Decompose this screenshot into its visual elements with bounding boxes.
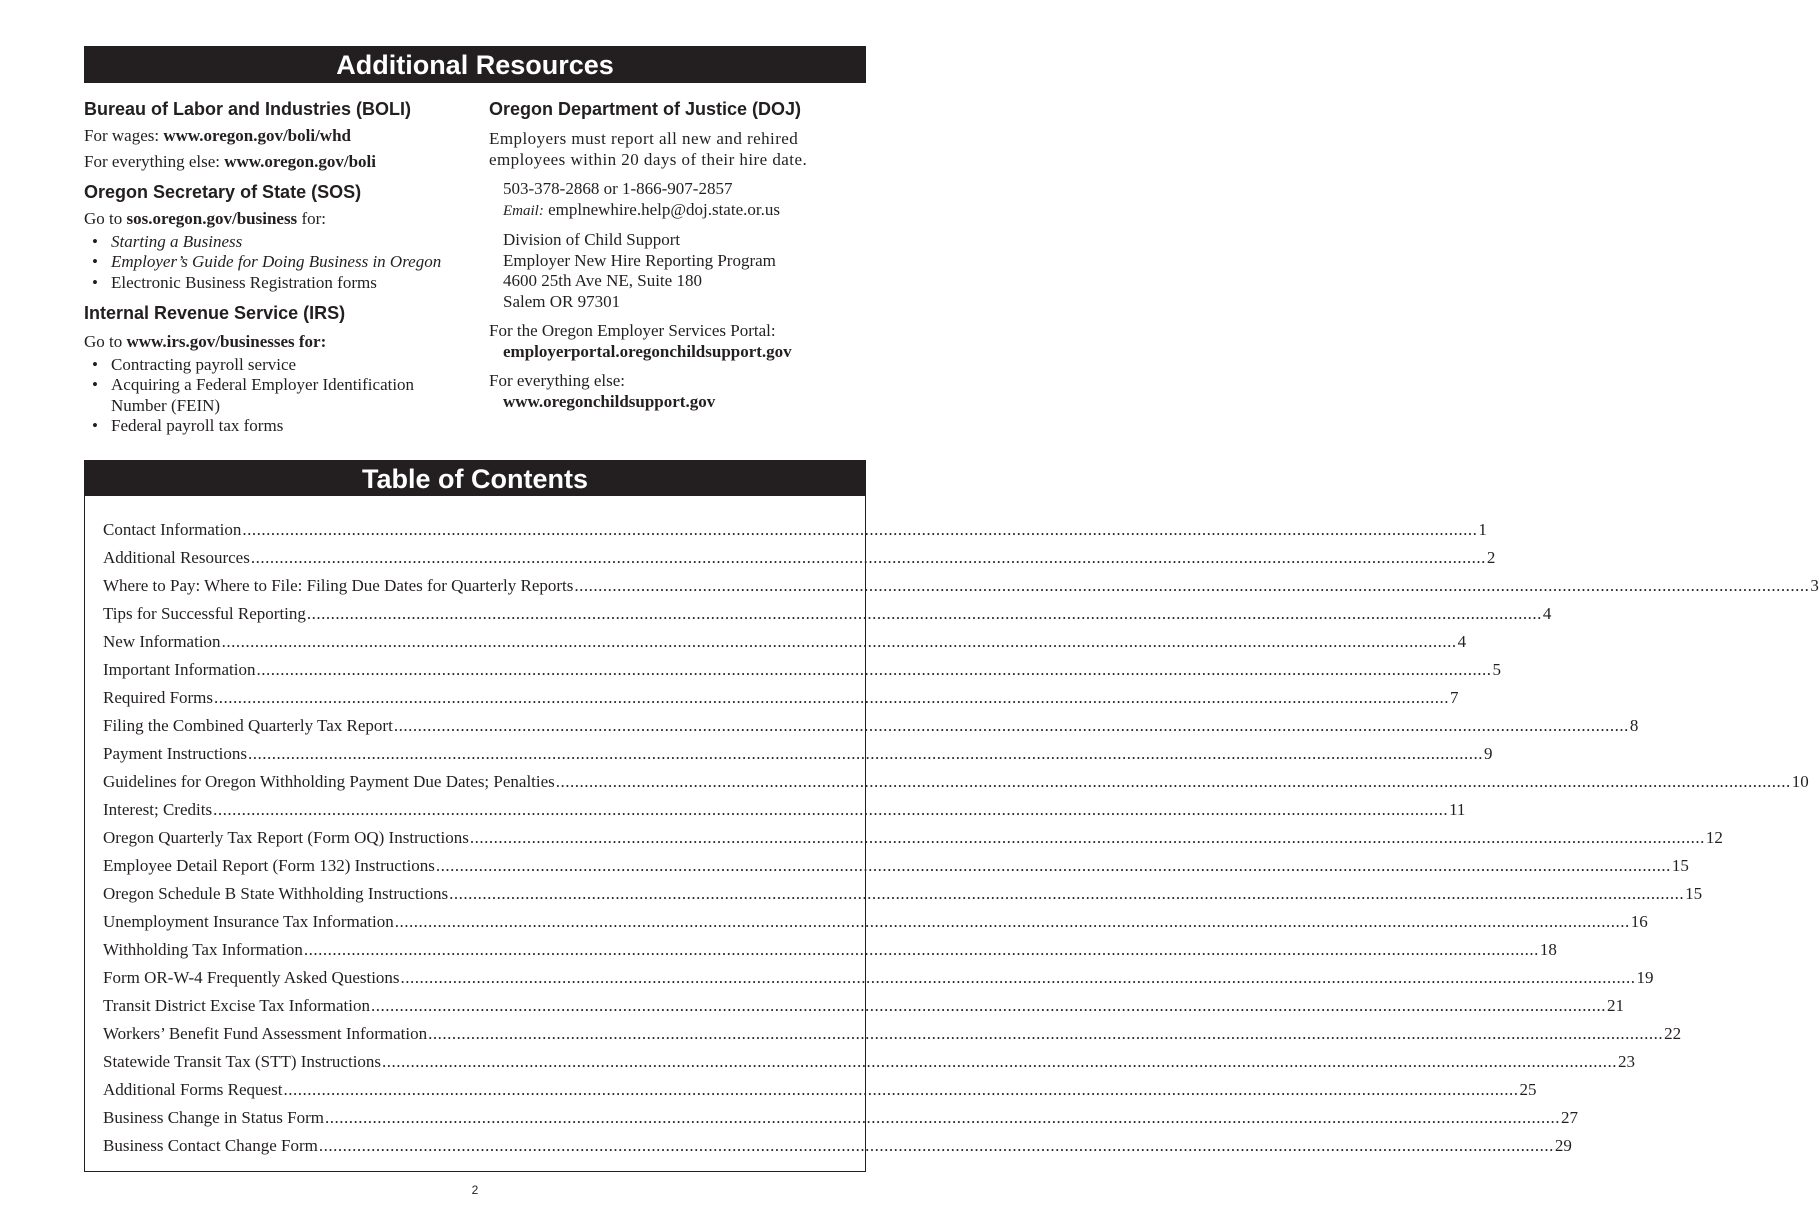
portal-label: For the Oregon Employer Services Portal: bbox=[489, 321, 776, 340]
toc-entry-page: 4 bbox=[1457, 632, 1467, 651]
toc-entry-title: Oregon Schedule B State Withholding Instructions bbox=[103, 884, 449, 903]
toc-entry bbox=[103, 992, 1624, 1020]
toc-entry bbox=[103, 908, 1648, 936]
toc-entry bbox=[103, 964, 1654, 992]
irs-url: www.irs.gov/businesses for: bbox=[126, 332, 327, 351]
toc-entry-title: Oregon Quarterly Tax Report (Form OQ) Instructions bbox=[103, 828, 469, 847]
toc-entry-page: 22 bbox=[1664, 1024, 1682, 1043]
toc-entry-title: Unemployment Insurance Tax Information bbox=[103, 912, 394, 931]
toc-leader-dots: .................................................................................................................................................................................................................................................................... bbox=[469, 828, 1705, 847]
toc-entry-title: Form OR-W-4 Frequently Asked Questions bbox=[103, 968, 400, 987]
list-item: • Employer’s Guide for Doing Business in Oregon bbox=[84, 252, 470, 273]
toc-leader-dots: .................................................................................................................................................................................................................................................................... bbox=[555, 772, 1791, 791]
boli-heading: Bureau of Labor and Industries (BOLI) bbox=[84, 99, 412, 119]
toc-entry-title: Filing the Combined Quarterly Tax Report bbox=[103, 716, 393, 735]
resources-left-column bbox=[84, 98, 470, 446]
boli-wages-line: For wages: www.oregon.gov/boli/whd bbox=[84, 126, 351, 145]
toc-entry-title: Statewide Transit Tax (STT) Instructions bbox=[103, 1052, 382, 1071]
list-item: • Acquiring a Federal Employer Identification Number (FEIN) bbox=[84, 375, 470, 416]
toc-entry-page: 8 bbox=[1629, 716, 1639, 735]
toc-entry-title: Required Forms bbox=[103, 688, 214, 707]
doj-contact bbox=[489, 179, 869, 221]
toc-entry bbox=[103, 852, 1689, 880]
list-item: • Contracting payroll service bbox=[84, 355, 470, 376]
toc-entry-page: 10 bbox=[1791, 772, 1809, 791]
toc-leader-dots: .................................................................................................................................................................................................................................................................... bbox=[242, 520, 1478, 539]
doj-intro: Employers must report all new and rehired employees within 20 days of their hire date. bbox=[489, 129, 808, 169]
toc-entry-title: Contact Information bbox=[103, 520, 242, 539]
list-item: • Starting a Business bbox=[84, 232, 470, 253]
toc-entry-page: 12 bbox=[1705, 828, 1723, 847]
toc-entry-page: 15 bbox=[1685, 884, 1703, 903]
toc-entry-title: New Information bbox=[103, 632, 221, 651]
toc-entry-title: Guidelines for Oregon Withholding Payment Due Dates; Penalties bbox=[103, 772, 555, 791]
toc-entry bbox=[103, 824, 1723, 852]
toc-entry bbox=[103, 572, 1819, 600]
doj-email-line bbox=[503, 200, 869, 222]
toc-entry-title: Business Contact Change Form bbox=[103, 1136, 318, 1155]
doj-else-label: For everything else: bbox=[489, 371, 625, 390]
toc-entry-page: 5 bbox=[1492, 660, 1501, 679]
page-number: 2 bbox=[471, 1183, 479, 1197]
toc-entry bbox=[103, 936, 1557, 964]
toc-entry-title: Tips for Successful Reporting bbox=[103, 604, 306, 623]
list-item: • Federal payroll tax forms bbox=[84, 416, 470, 437]
toc-entry bbox=[103, 544, 1496, 572]
toc-entry-page: 16 bbox=[1630, 912, 1648, 931]
toc-leader-dots: .................................................................................................................................................................................................................................................................... bbox=[428, 1024, 1664, 1043]
toc-leader-dots: .................................................................................................................................................................................................................................................................... bbox=[306, 604, 1542, 623]
toc-entry-page: 3 bbox=[1810, 576, 1819, 595]
toc-entry-page: 27 bbox=[1561, 1108, 1579, 1127]
irs-heading: Internal Revenue Service (IRS) bbox=[84, 303, 346, 323]
toc-entry-page: 29 bbox=[1554, 1136, 1572, 1155]
table-of-contents-banner: Table of Contents bbox=[84, 460, 866, 496]
toc-entry-title: Business Change in Status Form bbox=[103, 1108, 325, 1127]
toc-entry bbox=[103, 796, 1466, 824]
toc-leader-dots: .................................................................................................................................................................................................................................................................... bbox=[382, 1052, 1618, 1071]
toc-leader-dots: .................................................................................................................................................................................................................................................................... bbox=[221, 632, 1457, 651]
toc-leader-dots: .................................................................................................................................................................................................................................................................... bbox=[394, 912, 1630, 931]
toc-entry bbox=[103, 628, 1467, 656]
list-item: • Electronic Business Registration forms bbox=[84, 273, 470, 294]
sos-heading: Oregon Secretary of State (SOS) bbox=[84, 182, 362, 202]
toc-entry bbox=[103, 656, 1501, 684]
doj-email: emplnewhire.help@doj.state.or.us bbox=[543, 199, 780, 219]
toc-leader-dots: .................................................................................................................................................................................................................................................................... bbox=[283, 1080, 1519, 1099]
toc-entry bbox=[103, 880, 1703, 908]
toc-entry-title: Where to Pay: Where to File: Filing Due Dates for Quarterly Reports bbox=[103, 576, 574, 595]
doj-phone: 503-378-2868 or 1-866-907-2857 bbox=[503, 179, 733, 198]
toc-entry bbox=[103, 740, 1493, 768]
toc-entry-title: Important Information bbox=[103, 660, 256, 679]
doj-address: Division of Child Support Employer New Hire Reporting Program 4600 25th Ave NE, Suite 180 Salem OR 97301 bbox=[503, 230, 776, 311]
toc-leader-dots: .................................................................................................................................................................................................................................................................... bbox=[303, 940, 1539, 959]
toc-entry-page: 25 bbox=[1519, 1080, 1537, 1099]
toc-entry-title: Employee Detail Report (Form 132) Instructions bbox=[103, 856, 435, 875]
toc-entry-page: 2 bbox=[1486, 548, 1496, 567]
toc-entry bbox=[103, 1104, 1579, 1132]
toc-entry bbox=[103, 768, 1809, 796]
toc-entry-title: Payment Instructions bbox=[103, 744, 248, 763]
toc-entry bbox=[103, 1076, 1537, 1104]
toc-leader-dots: .................................................................................................................................................................................................................................................................... bbox=[325, 1108, 1561, 1127]
toc-entry bbox=[103, 712, 1639, 740]
toc-leader-dots: .................................................................................................................................................................................................................................................................... bbox=[318, 1136, 1554, 1155]
toc-entry-title: Workers’ Benefit Fund Assessment Information bbox=[103, 1024, 428, 1043]
toc-entry-title: Additional Forms Request bbox=[103, 1080, 283, 1099]
toc-leader-dots: .................................................................................................................................................................................................................................................................... bbox=[435, 856, 1671, 875]
toc-entry bbox=[103, 1132, 1572, 1160]
toc-entry-page: 1 bbox=[1478, 520, 1487, 539]
toc-leader-dots: .................................................................................................................................................................................................................................................................... bbox=[250, 548, 1486, 567]
toc-entry bbox=[103, 684, 1459, 712]
toc-entry-title: Interest; Credits bbox=[103, 800, 213, 819]
sos-intro: Go to sos.oregon.gov/business for: bbox=[84, 209, 326, 228]
toc-leader-dots: .................................................................................................................................................................................................................................................................... bbox=[449, 884, 1685, 903]
toc-leader-dots: .................................................................................................................................................................................................................................................................... bbox=[393, 716, 1629, 735]
boli-else-url: www.oregon.gov/boli bbox=[224, 151, 376, 171]
toc-entry-page: 23 bbox=[1618, 1052, 1636, 1071]
boli-else-line: For everything else: www.oregon.gov/boli bbox=[84, 151, 376, 171]
toc-entry bbox=[103, 1048, 1636, 1076]
toc-leader-dots: .................................................................................................................................................................................................................................................................... bbox=[213, 800, 1449, 819]
sos-list bbox=[84, 232, 470, 294]
toc-entry-page: 18 bbox=[1539, 940, 1557, 959]
toc-entry-page: 15 bbox=[1671, 856, 1689, 875]
sos-url: sos.oregon.gov/business bbox=[126, 209, 298, 228]
resources-right-column bbox=[489, 98, 869, 412]
toc-entry-page: 9 bbox=[1484, 744, 1493, 763]
toc-leader-dots: .................................................................................................................................................................................................................................................................... bbox=[256, 660, 1492, 679]
irs-list bbox=[84, 355, 470, 437]
additional-resources-banner: Additional Resources bbox=[84, 46, 866, 83]
toc-entry-page: 19 bbox=[1636, 968, 1654, 987]
toc-leader-dots: .................................................................................................................................................................................................................................................................... bbox=[574, 576, 1810, 595]
email-label: Email: bbox=[503, 202, 544, 219]
toc-entry-title: Transit District Excise Tax Information bbox=[103, 996, 370, 1015]
irs-intro: Go to www.irs.gov/businesses for: bbox=[84, 332, 327, 351]
doj-else-url: www.oregonchildsupport.gov bbox=[503, 391, 716, 411]
doj-heading: Oregon Department of Justice (DOJ) bbox=[489, 99, 802, 119]
toc-list bbox=[103, 516, 1819, 1160]
toc-entry-page: 11 bbox=[1449, 800, 1466, 819]
toc-entry-page: 21 bbox=[1607, 996, 1624, 1015]
toc-entry-title: Withholding Tax Information bbox=[103, 940, 303, 959]
toc-leader-dots: .................................................................................................................................................................................................................................................................... bbox=[400, 968, 1636, 987]
toc-leader-dots: .................................................................................................................................................................................................................................................................... bbox=[371, 996, 1606, 1015]
toc-entry bbox=[103, 1020, 1682, 1048]
toc-leader-dots: .................................................................................................................................................................................................................................................................... bbox=[248, 744, 1484, 763]
toc-entry-title: Additional Resources bbox=[103, 548, 250, 567]
toc-entry bbox=[103, 516, 1487, 544]
toc-entry-page: 4 bbox=[1542, 604, 1552, 623]
boli-wages-url: www.oregon.gov/boli/whd bbox=[163, 126, 351, 145]
portal-url: employerportal.oregonchildsupport.gov bbox=[503, 341, 792, 361]
toc-entry bbox=[103, 600, 1552, 628]
toc-entry-page: 7 bbox=[1450, 688, 1459, 707]
toc-leader-dots: .................................................................................................................................................................................................................................................................... bbox=[214, 688, 1450, 707]
